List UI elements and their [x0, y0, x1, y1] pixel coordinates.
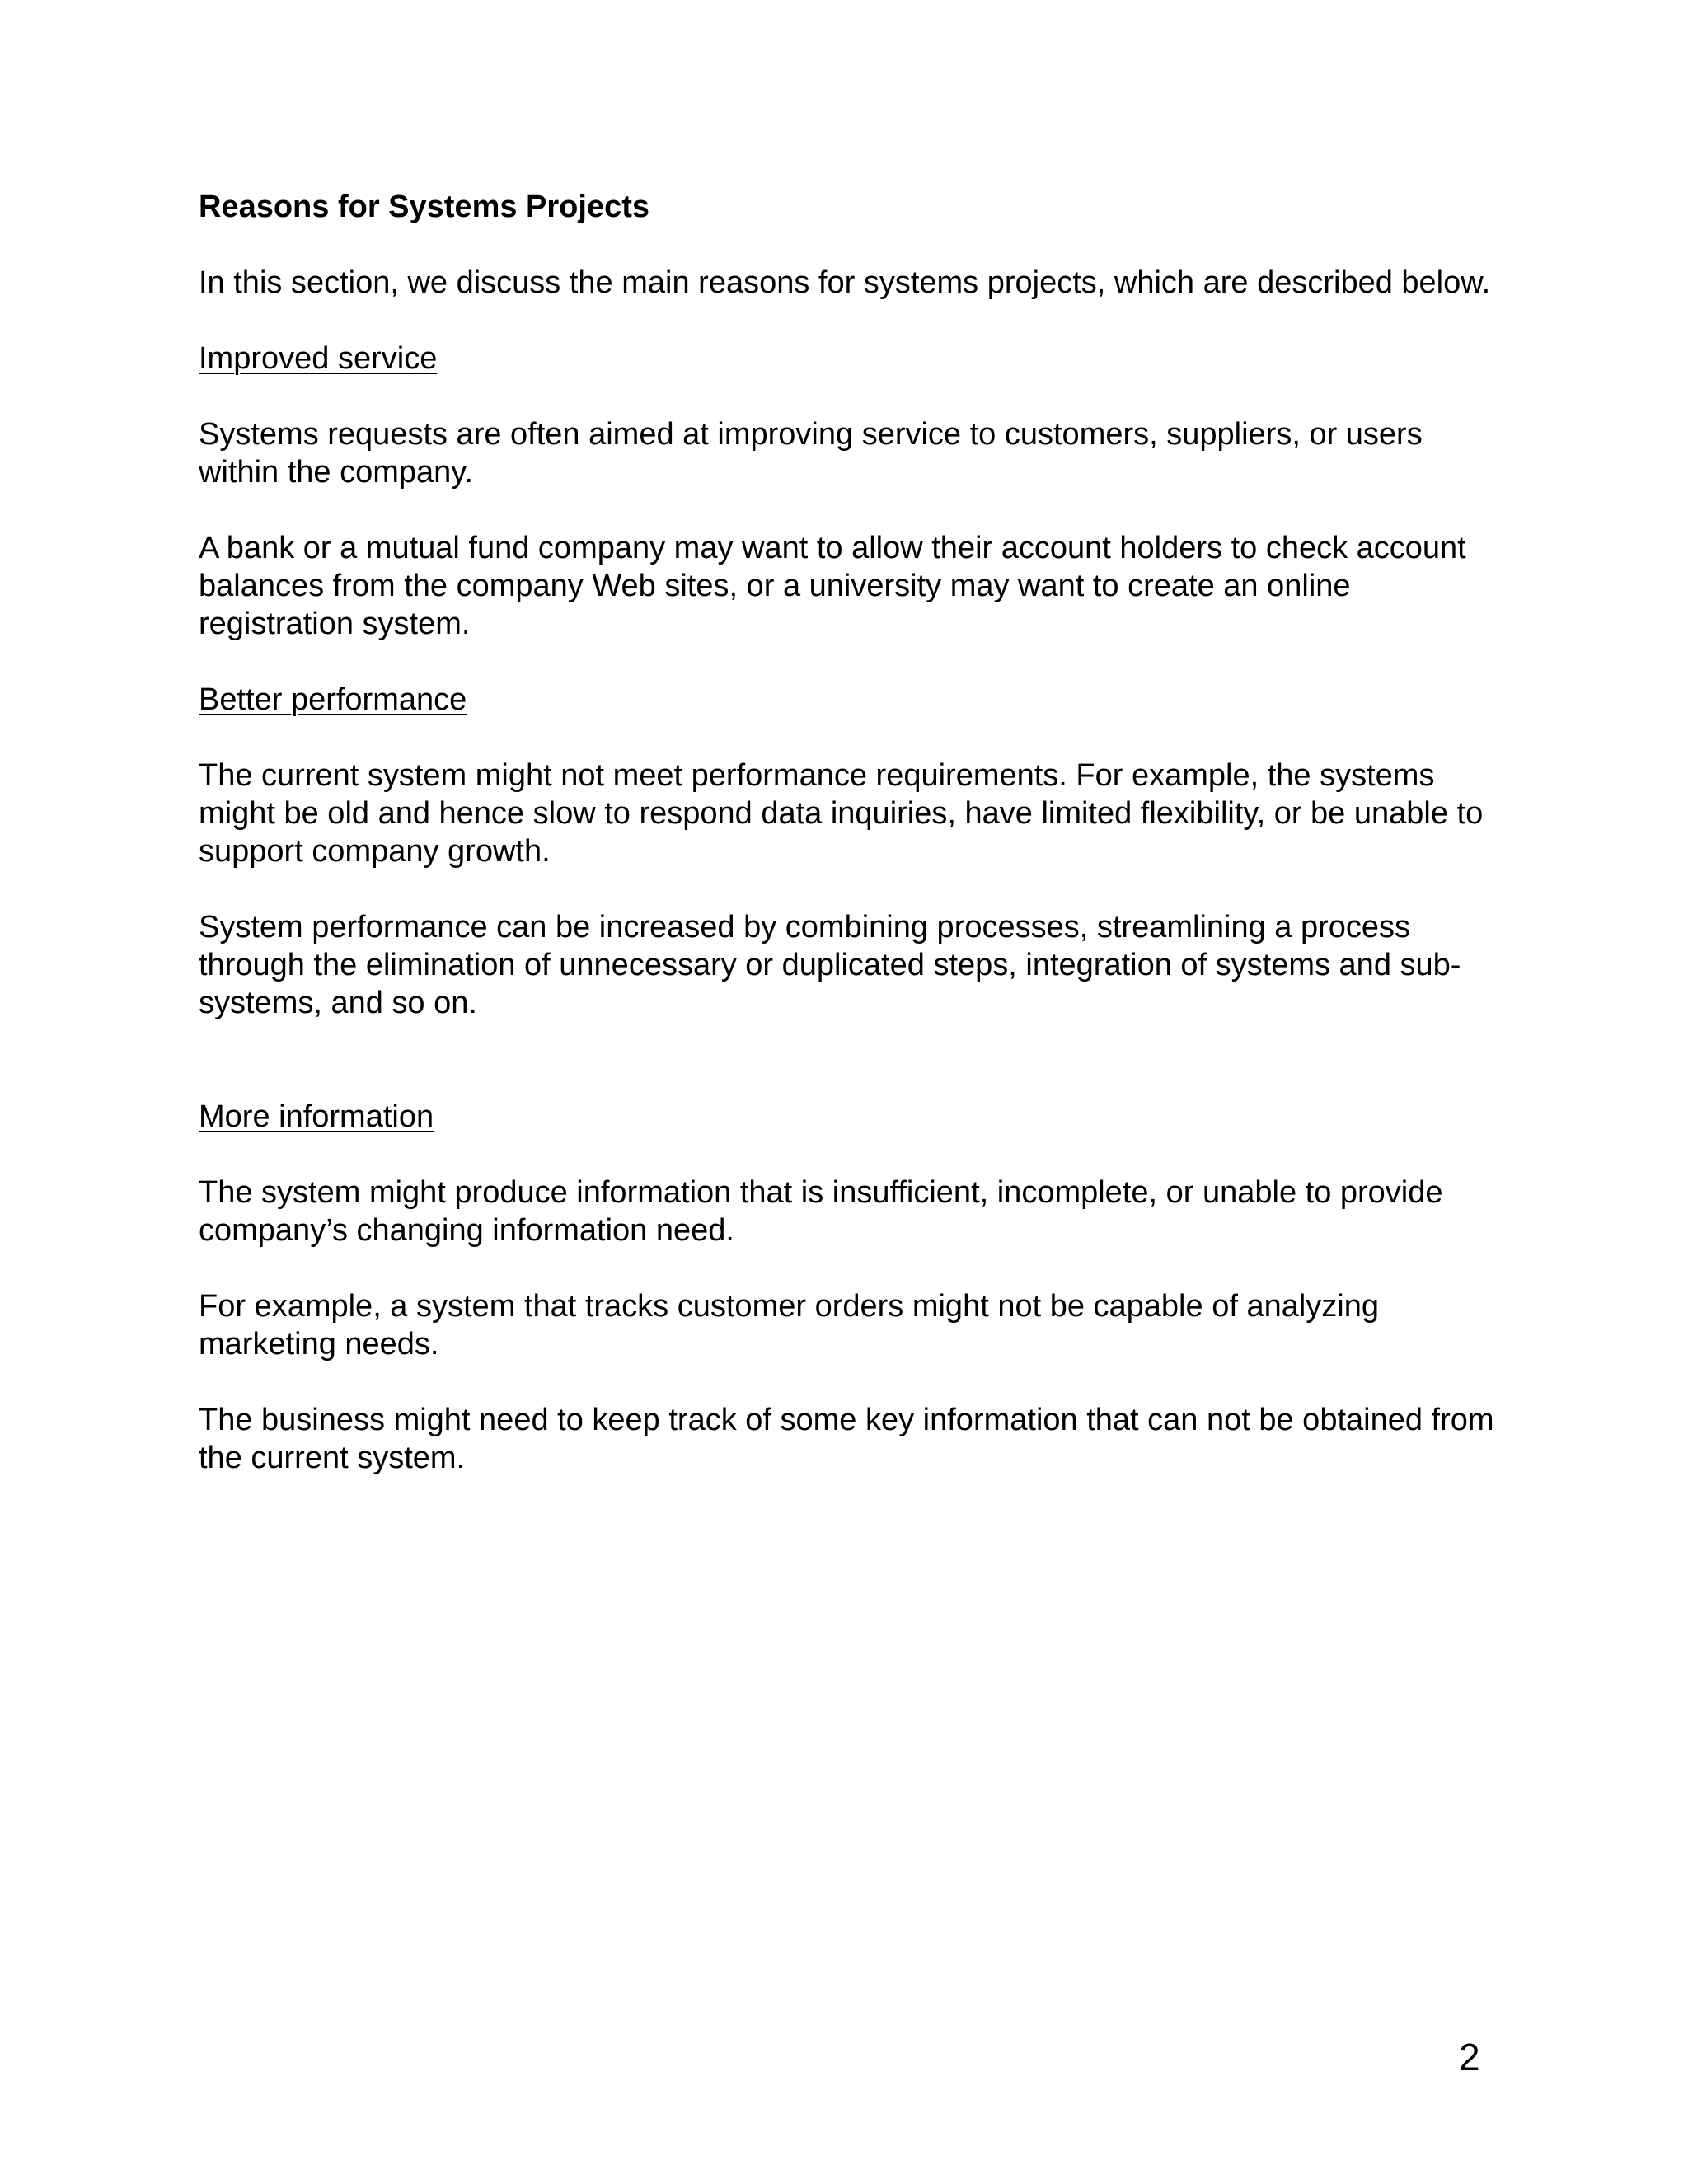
subheading-improved-service: Improved service [199, 341, 438, 376]
paragraph: The system might produce information that is insufficient, incomplete, or unable to provide company’s changing information need. [199, 1175, 1443, 1248]
paragraph: For example, a system that tracks customer orders might not be capable of analyzing marketing needs. [199, 1289, 1379, 1361]
subheading-more-information: More information [199, 1099, 434, 1134]
subheading-better-performance: Better performance [199, 682, 467, 717]
paragraph: A bank or a mutual fund company may want to allow their account holders to check account balances from the company Web sites, or a university may want to create an online registration system. [199, 531, 1466, 641]
paragraph: System performance can be increased by combining processes, streamlining a process through the elimination of unnecessary or duplicated steps, integration of systems and sub-systems, and so on. [199, 910, 1461, 1020]
section-heading: Reasons for Systems Projects [199, 190, 650, 224]
paragraph: The current system might not meet performance requirements. For example, the systems might be old and hence slow to respond data inquiries, have limited flexibility, or be unable to support company growth. [199, 758, 1484, 869]
document-body [199, 188, 1501, 1515]
paragraph: Systems requests are often aimed at improving service to customers, suppliers, or users within the company. [199, 417, 1423, 490]
intro-paragraph: In this section, we discuss the main reasons for systems projects, which are described below. [199, 265, 1491, 300]
page-number: 2 [1459, 2036, 1480, 2079]
paragraph: The business might need to keep track of some key information that can not be obtained from the current system. [199, 1403, 1494, 1475]
